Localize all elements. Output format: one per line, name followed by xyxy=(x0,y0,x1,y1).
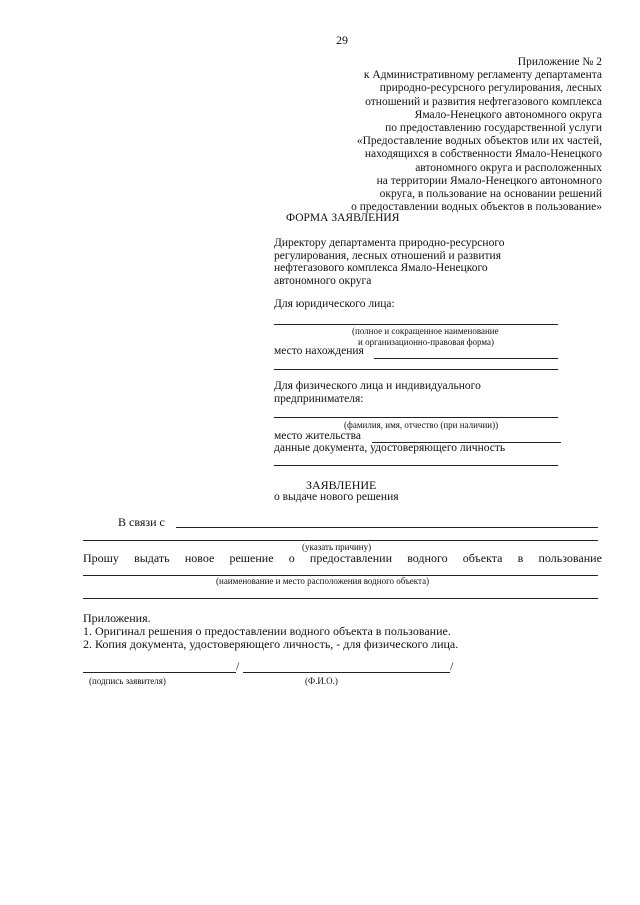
legal-entity-form-hint: и организационно-правовая форма) xyxy=(358,337,495,347)
id-document-field[interactable] xyxy=(274,465,558,466)
request-word: в xyxy=(517,551,524,565)
individual-heading: Для физического лица и индивидуального xyxy=(274,380,481,392)
id-document-label: данные документа, удостоверяющего личность xyxy=(274,442,506,454)
request-word: выдать xyxy=(134,551,170,565)
request-word: предоставлении xyxy=(309,551,393,565)
appendix-line: Ямало-Ненецкого автономного округа xyxy=(414,108,602,121)
addressee-line: нефтегазового комплекса Ямало-Ненецкого xyxy=(274,262,488,275)
request-word: пользование xyxy=(538,551,602,565)
addressee-line: Директору департамента природно-ресурсного xyxy=(274,237,505,249)
reason-label: В связи с xyxy=(118,515,165,529)
reason-hint: (указать причину) xyxy=(302,542,372,552)
appendix-line: «Предоставление водных объектов или их частей, xyxy=(356,135,602,148)
water-object-hint: (наименование и место расположения водного объекта) xyxy=(216,576,430,586)
location-field[interactable] xyxy=(374,358,558,359)
reason-field[interactable] xyxy=(176,527,598,528)
appendix-line: о предоставлении водных объектов в пользование» xyxy=(351,201,602,214)
appendix-line: находящихся в собственности Ямало-Ненецкого xyxy=(364,148,602,161)
attachment-item: 1. Оригинал решения о предоставлении водного объекта в пользование. xyxy=(83,624,451,638)
individual-name-field[interactable] xyxy=(274,417,558,418)
location-field-continued[interactable] xyxy=(274,369,558,370)
full-name-field[interactable] xyxy=(243,672,450,673)
page-number: 29 xyxy=(336,33,348,47)
appendix-line: на территории Ямало-Ненецкого автономного xyxy=(376,174,602,187)
addressee-line: автономного округа xyxy=(274,274,372,287)
addressee-block xyxy=(274,237,505,287)
appendix-line: автономного округа и расположенных xyxy=(415,161,602,174)
addressee-line: регулирования, лесных отношений и развития xyxy=(274,249,501,262)
appendix-header xyxy=(351,56,602,214)
appendix-line: округа, в пользование на основании решений xyxy=(379,188,602,201)
appendix-line: к Административному регламенту департамента xyxy=(363,69,602,82)
request-word: Прошу xyxy=(83,551,119,565)
request-word: решение xyxy=(229,551,274,565)
full-name-separator: / xyxy=(450,659,454,673)
form-title: ФОРМА ЗАЯВЛЕНИЯ xyxy=(286,212,400,224)
legal-entity-name-hint: (полное и сокращенное наименование xyxy=(352,326,499,336)
request-word: водного xyxy=(407,551,448,565)
appendix-line: по предоставлению государственной услуги xyxy=(385,122,602,135)
statement-subtitle: о выдаче нового решения xyxy=(274,491,399,503)
appendix-line: природно-ресурсного регулирования, лесных xyxy=(379,82,602,95)
legal-entity-name-field[interactable] xyxy=(274,324,558,325)
request-sentence xyxy=(83,551,602,566)
water-object-field-continued[interactable] xyxy=(83,598,598,599)
request-word: о xyxy=(288,551,295,565)
reason-field-continued[interactable] xyxy=(83,540,598,541)
attachment-item: 2. Копия документа, удостоверяющего личность, - для физического лица. xyxy=(83,637,459,651)
full-name-hint: (Ф.И.О.) xyxy=(305,676,338,686)
legal-entity-heading: Для юридического лица: xyxy=(274,298,395,310)
appendix-line: Приложение № 2 xyxy=(517,56,602,68)
signature-hint: (подпись заявителя) xyxy=(89,676,166,686)
location-label: место нахождения xyxy=(274,345,364,357)
attachments-heading: Приложения. xyxy=(83,611,151,625)
signature-separator: / xyxy=(236,659,240,673)
individual-heading-cont: предпринимателя: xyxy=(274,393,364,405)
request-word: новое xyxy=(184,551,215,565)
residence-label: место жительства xyxy=(274,430,361,442)
individual-name-hint: (фамилия, имя, отчество (при наличии)) xyxy=(344,420,499,430)
request-word: объекта xyxy=(462,551,503,565)
statement-title: ЗАЯВЛЕНИЕ xyxy=(306,478,377,492)
appendix-line: отношений и развития нефтегазового комплекса xyxy=(365,95,602,108)
signature-field[interactable] xyxy=(83,672,236,673)
